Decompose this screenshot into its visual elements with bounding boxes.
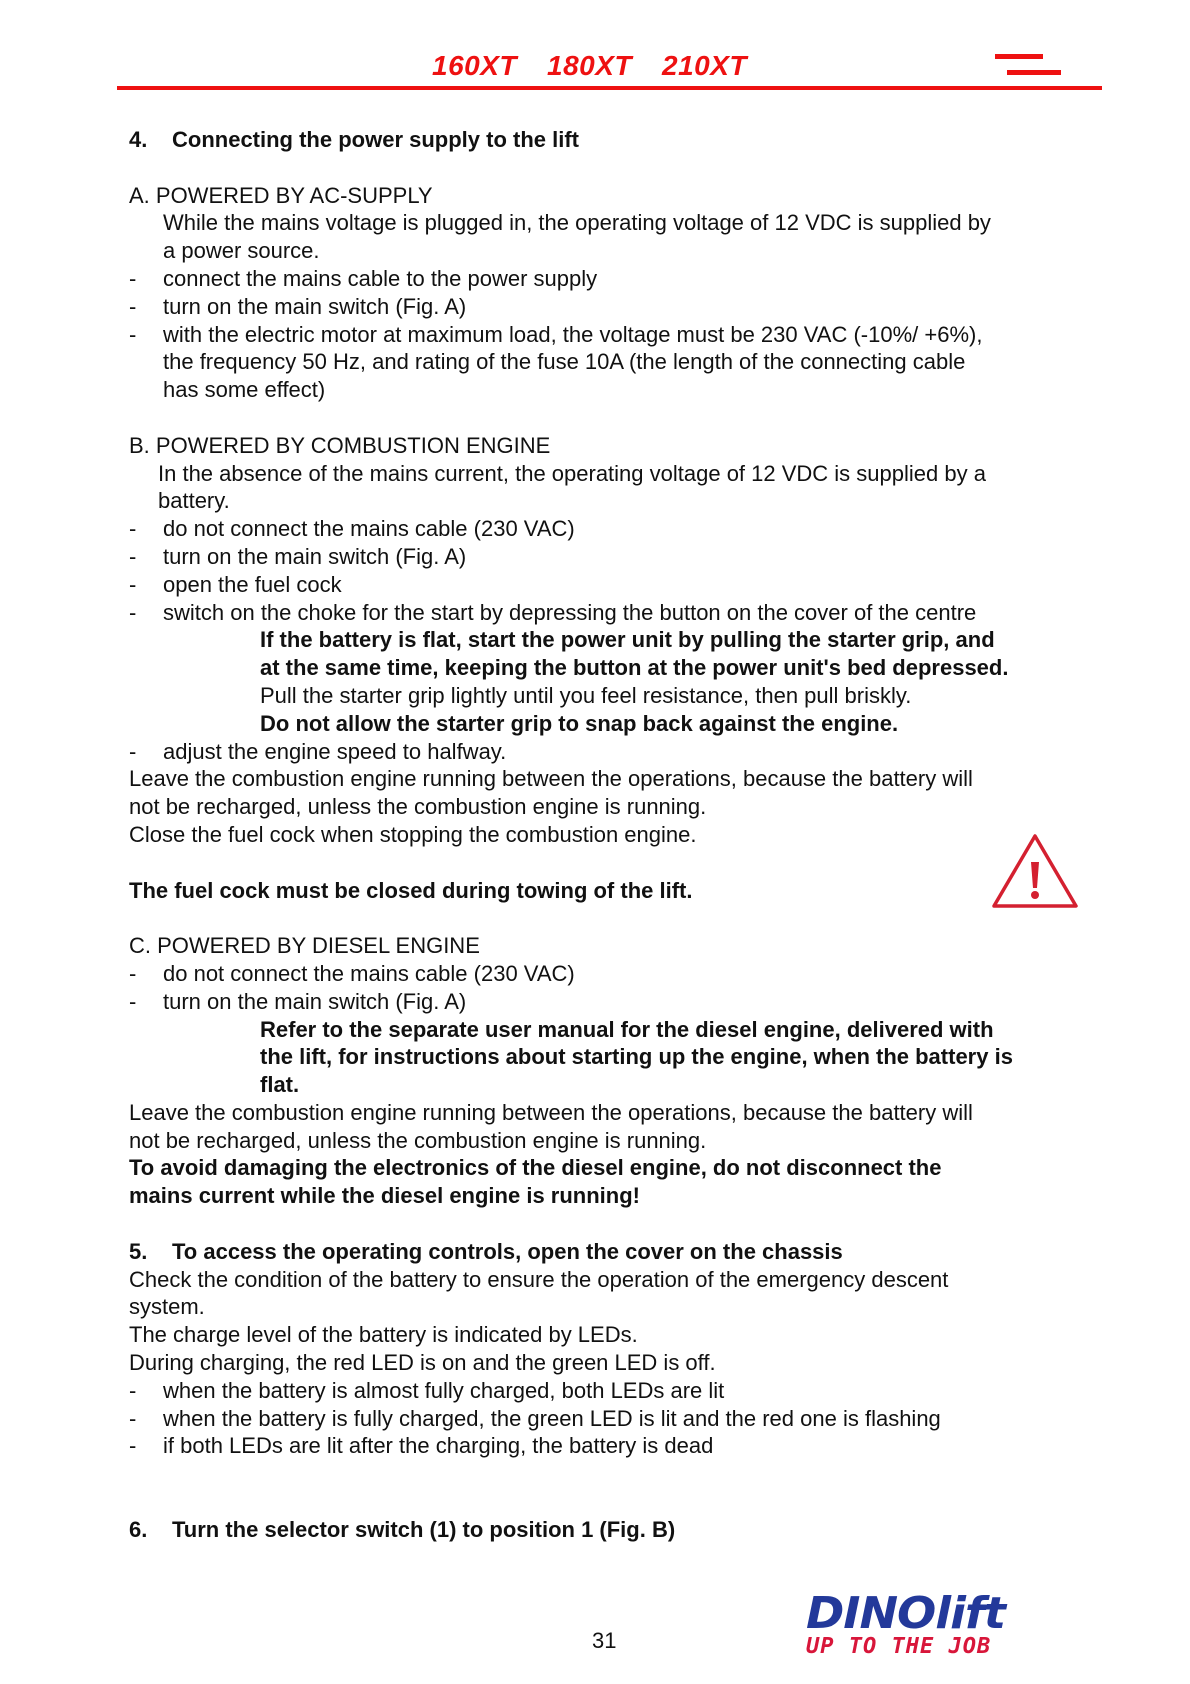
header-rule bbox=[117, 86, 1102, 90]
header-deco-bar-bottom bbox=[1007, 70, 1061, 75]
line-text: Leave the combustion engine running between the operations, because the battery will bbox=[129, 766, 973, 792]
bold-note bbox=[129, 1071, 1129, 1099]
blank-line bbox=[129, 154, 1129, 182]
warning-triangle-icon bbox=[990, 832, 1080, 910]
line-text: Leave the combustion engine running between the operations, because the battery will bbox=[129, 1099, 973, 1125]
paragraph-line bbox=[129, 765, 1129, 793]
paragraph-line bbox=[129, 1321, 1129, 1349]
dinolift-logo bbox=[806, 1588, 1016, 1662]
paragraph-line bbox=[129, 348, 1129, 376]
line-text: mains current while the diesel engine is running! bbox=[129, 1183, 640, 1209]
blank-line bbox=[129, 1210, 1129, 1238]
paragraph-line bbox=[129, 237, 1129, 265]
line-text: adjust the engine speed to halfway. bbox=[163, 738, 507, 764]
line-text: if both LEDs are lit after the charging, the battery is dead bbox=[163, 1433, 714, 1459]
paragraph-line bbox=[129, 182, 1129, 210]
paragraph-line bbox=[129, 1266, 1129, 1294]
bullet-dash: - bbox=[129, 321, 137, 347]
bullet-item bbox=[129, 738, 1129, 766]
bullet-dash: - bbox=[129, 738, 137, 764]
bullet-item bbox=[129, 960, 1129, 988]
paragraph-line bbox=[129, 432, 1129, 460]
line-text: C. POWERED BY DIESEL ENGINE bbox=[129, 933, 480, 959]
line-text: do not connect the mains cable (230 VAC) bbox=[163, 516, 575, 542]
line-text: Pull the starter grip lightly until you feel resistance, then pull briskly. bbox=[260, 682, 912, 708]
line-text: A. POWERED BY AC-SUPPLY bbox=[129, 182, 433, 208]
blank-line bbox=[129, 1460, 1129, 1488]
paragraph-line bbox=[129, 376, 1129, 404]
line-text: Do not allow the starter grip to snap back against the engine. bbox=[260, 710, 899, 736]
line-text: turn on the main switch (Fig. A) bbox=[163, 293, 467, 319]
paragraph-line bbox=[129, 821, 1129, 849]
blank-line bbox=[129, 1488, 1129, 1516]
model-160xt: 160XT bbox=[432, 50, 517, 81]
bullet-dash: - bbox=[129, 571, 137, 597]
paragraph-line bbox=[129, 487, 1129, 515]
bullet-item bbox=[129, 1432, 1129, 1460]
paragraph-line bbox=[129, 460, 1129, 488]
bullet-item bbox=[129, 1377, 1129, 1405]
bullet-item bbox=[129, 571, 1129, 599]
bullet-item bbox=[129, 265, 1129, 293]
page-number: 31 bbox=[592, 1628, 617, 1653]
logo-brand: DINOlift bbox=[806, 1588, 1005, 1639]
section-number: 6. bbox=[129, 1516, 148, 1542]
bullet-dash: - bbox=[129, 293, 137, 319]
line-text: the lift, for instructions about starting up the engine, when the battery is bbox=[260, 1044, 1013, 1070]
bullet-dash: - bbox=[129, 599, 137, 625]
line-text: To avoid damaging the electronics of the diesel engine, do not disconnect the bbox=[129, 1155, 942, 1181]
bullet-dash: - bbox=[129, 1377, 137, 1403]
line-text: The fuel cock must be closed during towing of the lift. bbox=[129, 877, 693, 903]
model-180xt: 180XT bbox=[547, 50, 632, 81]
bullet-item bbox=[129, 1405, 1129, 1433]
bullet-item bbox=[129, 599, 1129, 627]
line-text: B. POWERED BY COMBUSTION ENGINE bbox=[129, 432, 551, 458]
line-text: battery. bbox=[158, 488, 230, 514]
note bbox=[129, 682, 1129, 710]
line-text: do not connect the mains cable (230 VAC) bbox=[163, 960, 575, 986]
bullet-item bbox=[129, 293, 1129, 321]
line-text: Turn the selector switch (1) to position 1 (Fig. B) bbox=[172, 1516, 676, 1542]
bullet-item bbox=[129, 321, 1129, 349]
line-text: not be recharged, unless the combustion engine is running. bbox=[129, 1127, 707, 1153]
line-text: In the absence of the mains current, the operating voltage of 12 VDC is supplied by a bbox=[158, 460, 986, 486]
bullet-dash: - bbox=[129, 516, 137, 542]
line-text: Check the condition of the battery to ensure the operation of the emergency descent bbox=[129, 1266, 949, 1292]
bullet-dash: - bbox=[129, 543, 137, 569]
line-text: To access the operating controls, open the cover on the chassis bbox=[172, 1238, 843, 1264]
blank-line bbox=[129, 404, 1129, 432]
line-text: Connecting the power supply to the lift bbox=[172, 127, 579, 152]
blank-line bbox=[129, 849, 1129, 877]
line-text: has some effect) bbox=[163, 377, 326, 403]
bold-note bbox=[129, 626, 1129, 654]
bold-note bbox=[129, 1043, 1129, 1071]
paragraph-line bbox=[129, 1349, 1129, 1377]
line-text: The charge level of the battery is indicated by LEDs. bbox=[129, 1322, 638, 1348]
bullet-dash: - bbox=[129, 1433, 137, 1459]
bullet-dash: - bbox=[129, 988, 137, 1014]
bold-paragraph-line bbox=[129, 877, 1129, 905]
bullet-dash: - bbox=[129, 265, 137, 291]
section-heading bbox=[129, 126, 1129, 154]
line-text: system. bbox=[129, 1294, 205, 1320]
page-body bbox=[129, 126, 1129, 1544]
bullet-dash: - bbox=[129, 1405, 137, 1431]
blank-line bbox=[129, 904, 1129, 932]
line-text: turn on the main switch (Fig. A) bbox=[163, 988, 467, 1014]
section-number: 4. bbox=[129, 127, 148, 152]
line-text: when the battery is fully charged, the green LED is lit and the red one is flashing bbox=[163, 1405, 941, 1431]
paragraph-line bbox=[129, 209, 1129, 237]
line-text: During charging, the red LED is on and the green LED is off. bbox=[129, 1350, 716, 1376]
line-text: open the fuel cock bbox=[163, 571, 342, 597]
line-text: when the battery is almost fully charged, both LEDs are lit bbox=[163, 1377, 725, 1403]
line-text: with the electric motor at maximum load, the voltage must be 230 VAC (-10%/ +6%), bbox=[163, 321, 983, 347]
bold-note bbox=[129, 1016, 1129, 1044]
line-text: flat. bbox=[260, 1072, 300, 1098]
line-text: a power source. bbox=[163, 238, 320, 264]
paragraph-line bbox=[129, 1293, 1129, 1321]
bold-paragraph-line bbox=[129, 1154, 1129, 1182]
line-text: If the battery is flat, start the power unit by pulling the starter grip, and bbox=[260, 627, 995, 653]
bold-paragraph-line bbox=[129, 1182, 1129, 1210]
line-text: Close the fuel cock when stopping the combustion engine. bbox=[129, 821, 697, 847]
bullet-item bbox=[129, 543, 1129, 571]
bullet-dash: - bbox=[129, 960, 137, 986]
paragraph-line bbox=[129, 1099, 1129, 1127]
paragraph-line bbox=[129, 1127, 1129, 1155]
bullet-item bbox=[129, 988, 1129, 1016]
paragraph-line bbox=[129, 793, 1129, 821]
line-text: turn on the main switch (Fig. A) bbox=[163, 543, 467, 569]
section-number: 5. bbox=[129, 1238, 148, 1264]
bold-note bbox=[129, 654, 1129, 682]
section-heading bbox=[129, 1516, 1129, 1544]
line-text: at the same time, keeping the button at the power unit's bed depressed. bbox=[260, 655, 1009, 681]
bullet-item bbox=[129, 515, 1129, 543]
line-text: switch on the choke for the start by depressing the button on the cover of the centre bbox=[163, 599, 977, 625]
line-text: While the mains voltage is plugged in, the operating voltage of 12 VDC is supplied by bbox=[163, 210, 991, 236]
bold-note bbox=[129, 710, 1129, 738]
line-text: not be recharged, unless the combustion engine is running. bbox=[129, 794, 707, 820]
line-text: Refer to the separate user manual for the diesel engine, delivered with bbox=[260, 1016, 994, 1042]
section-heading bbox=[129, 1238, 1129, 1266]
line-text: the frequency 50 Hz, and rating of the fuse 10A (the length of the connecting cable bbox=[163, 349, 966, 375]
paragraph-line bbox=[129, 932, 1129, 960]
header-deco-bar-top bbox=[995, 54, 1043, 59]
line-text: connect the mains cable to the power supply bbox=[163, 265, 598, 291]
model-210xt: 210XT bbox=[662, 50, 747, 81]
model-names bbox=[432, 50, 777, 82]
logo-tagline: UP TO THE JOB bbox=[806, 1634, 992, 1659]
